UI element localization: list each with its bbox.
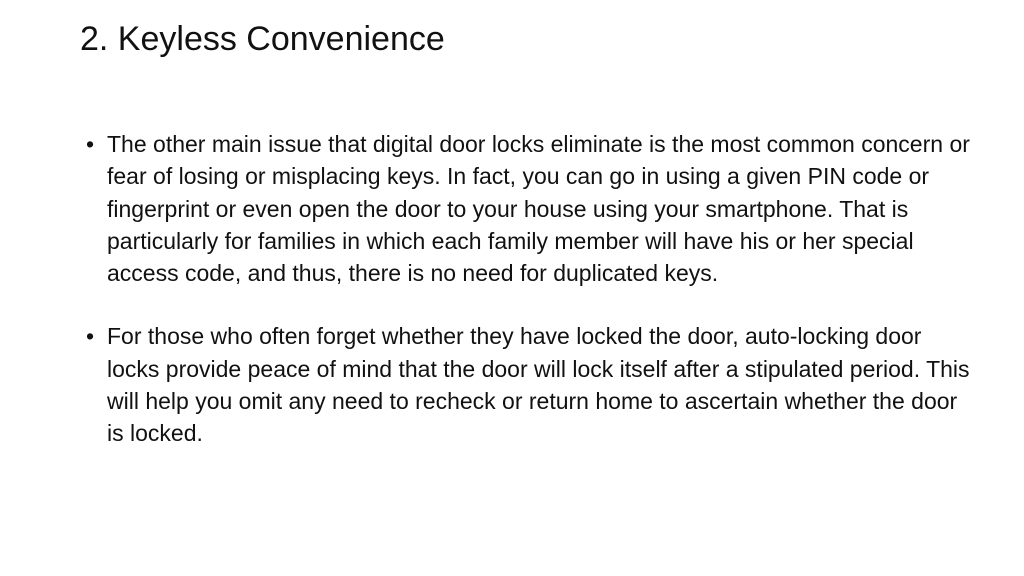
bullet-text: For those who often forget whether they have locked the door, auto-locking door locks provide peace of mind that the door will lock itself after a stipulated period. This will help you omit any need to recheck or return home to ascertain whether the door is locked. — [107, 323, 970, 447]
bullet-list — [86, 128, 976, 450]
slide-title: 2. Keyless Convenience — [80, 20, 445, 58]
bullet-dot-icon: • — [86, 323, 95, 350]
bullet-text: The other main issue that digital door locks eliminate is the most common concern or fear of losing or misplacing keys. In fact, you can go in using a given PIN code or fingerprint or even open the door to your house using your smartphone. That is particularly for families in which each family member will have his or her special access code, and thus, there is no need for duplicated keys. — [107, 131, 970, 287]
bullet-item — [86, 320, 976, 449]
bullet-dot-icon: • — [86, 131, 95, 157]
bullet-item — [86, 128, 976, 289]
